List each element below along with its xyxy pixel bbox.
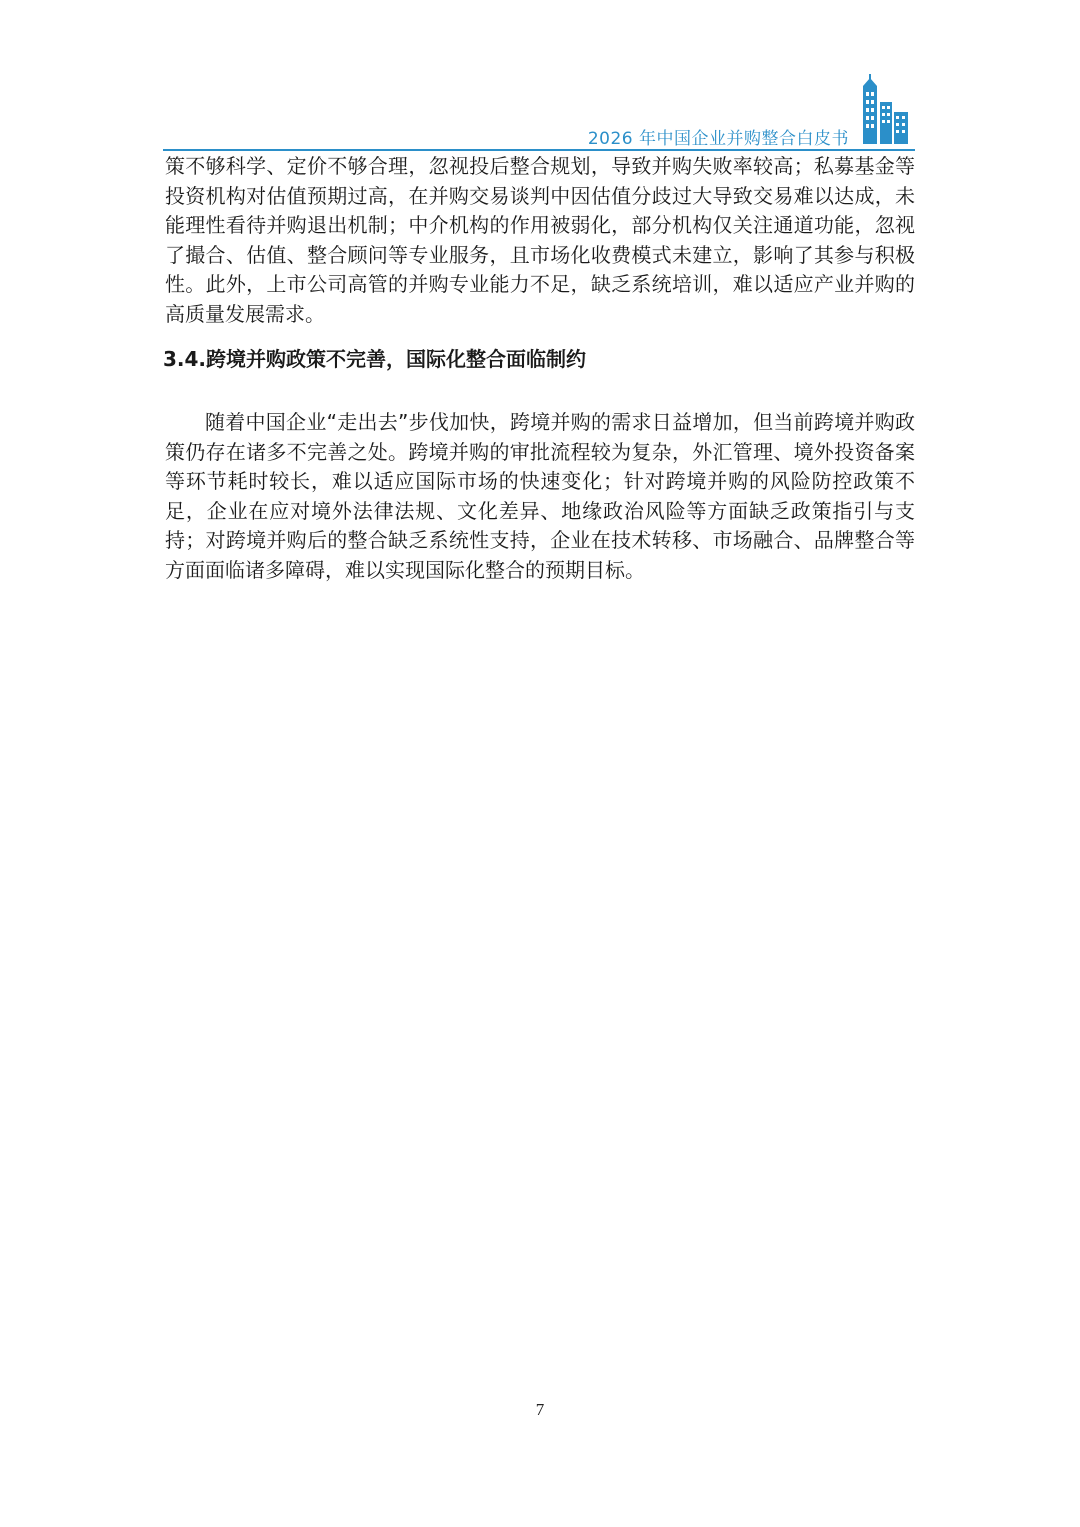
section-heading: 3.4.跨境并购政策不完善，国际化整合面临制约 (163, 347, 587, 371)
header-divider (163, 149, 915, 151)
header-title: 2026 年中国企业并购整合白皮书 (587, 129, 849, 149)
body-paragraph-2: 随着中国企业“走出去”步伐加快，跨境并购的需求日益增加，但当前跨境并购政策仍存在诸多不完善之处。跨境并购的审批流程较为复杂，外汇管理、境外投资备案等环节耗时较长，难以适应国际市场的快速变化；针对跨境并购的风险防控政策不足，企业在应对境外法律法规、文化差异、地缘政治风险等方面缺乏政策指引与支持；对跨境并购后的整合缺乏系统性支持，企业在技术转移、市场融合、品牌整合等方面面临诸多障碍，难以实现国际化整合的预期目标。 (165, 410, 915, 582)
page-number: 7 (535, 1400, 545, 1419)
body-paragraph-1: 策不够科学、定价不够合理，忽视投后整合规划，导致并购失败率较高；私募基金等投资机构对估值预期过高，在并购交易谈判中因估值分歧过大导致交易难以达成，未能理性看待并购退出机制；中介机构的作用被弱化，部分机构仅关注通道功能，忽视了撮合、估值、整合顾问等专业服务，且市场化收费模式未建立，影响了其参与积极性。此外，上市公司高管的并购专业能力不足，缺乏系统培训，难以适应产业并购的高质量发展需求。 (165, 154, 915, 326)
page-header (163, 72, 915, 152)
city-buildings-icon (859, 72, 911, 146)
